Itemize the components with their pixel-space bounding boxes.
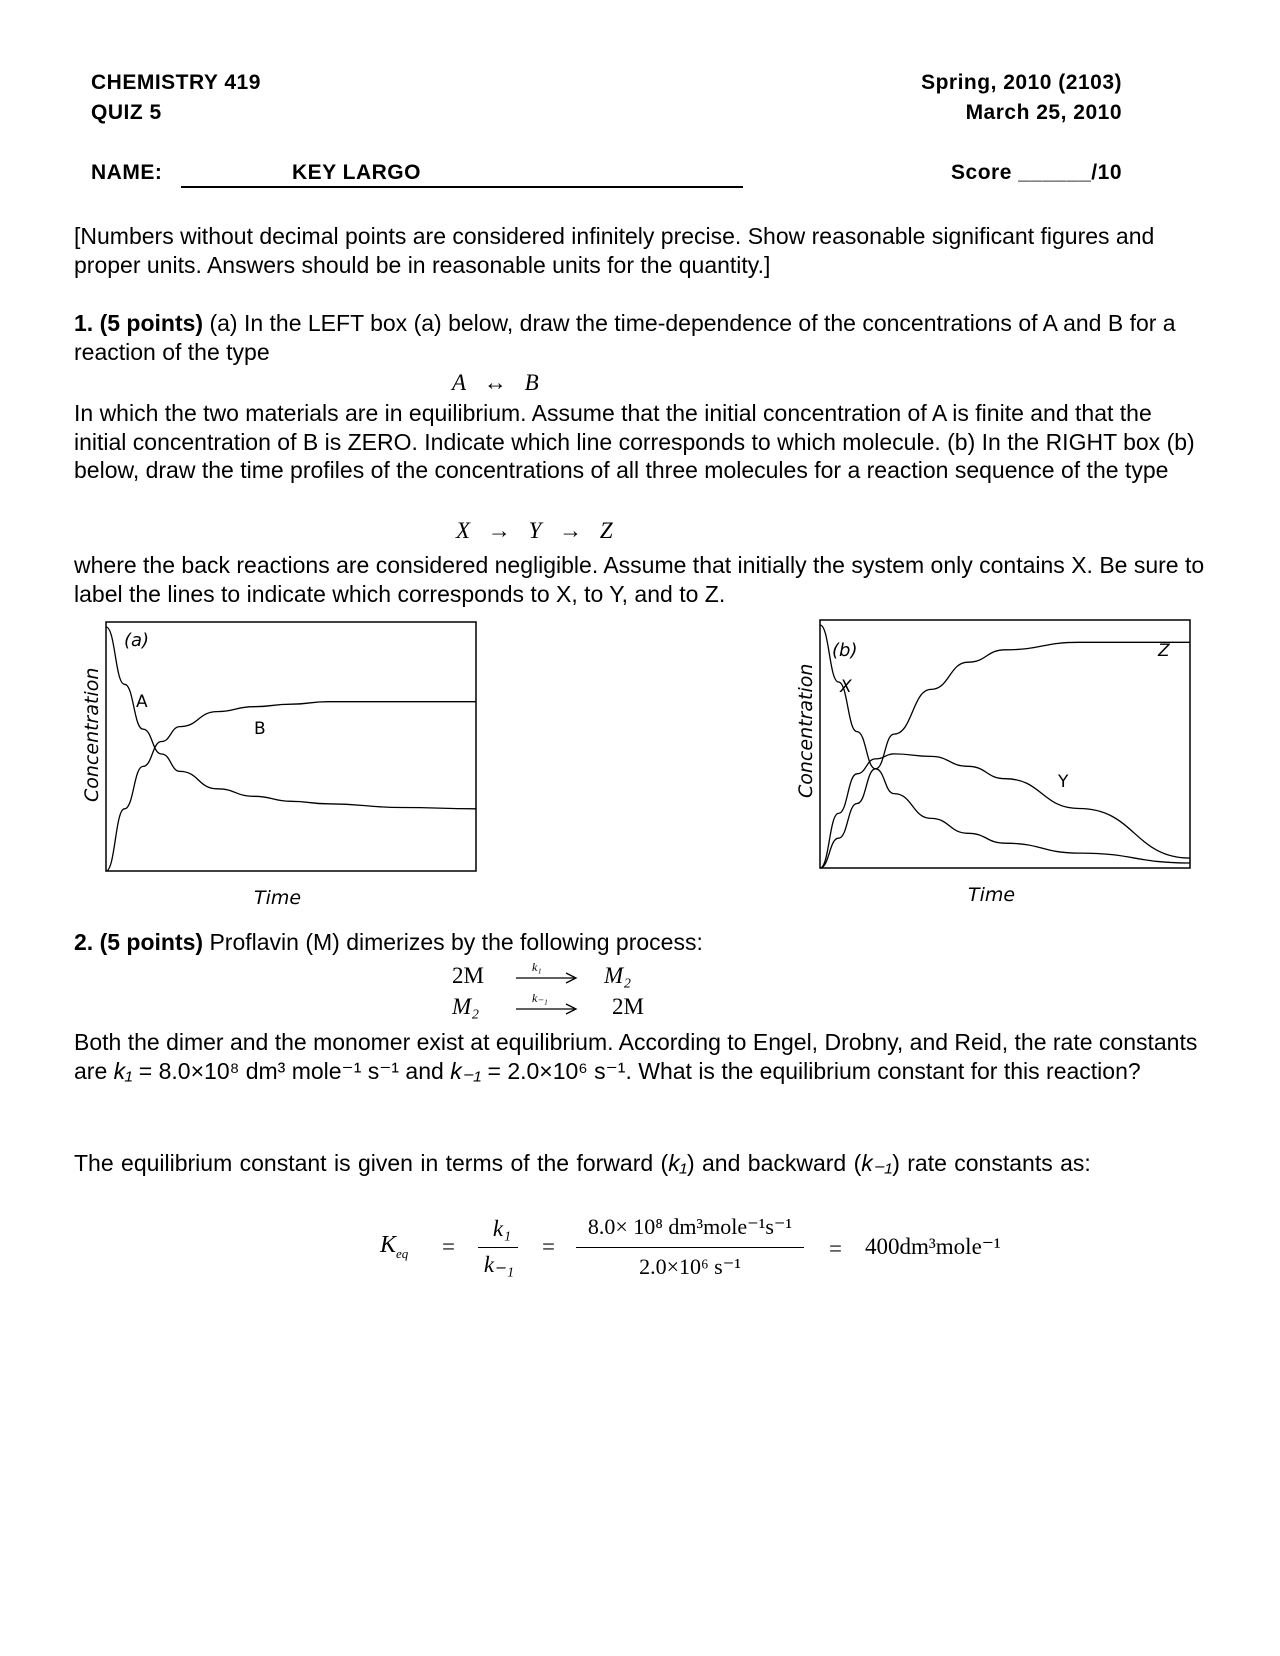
- equation-x-y-z: [456, 518, 756, 544]
- frac1-denominator: k₋₁: [483, 1252, 515, 1277]
- name-value: KEY LARGO: [292, 161, 421, 184]
- q2-points: 2. (5 points): [74, 929, 204, 955]
- q2-body: [74, 1028, 1206, 1085]
- q2-body-2: What is the equilibrium constant for this reaction?: [631, 1057, 1141, 1084]
- double-arrow-icon: ↔: [483, 370, 507, 395]
- answer-intro-2: ) and backward (: [686, 1150, 862, 1176]
- semester-label: Spring, 2010 (2103): [921, 71, 1122, 94]
- frac2-denominator: 2.0×10⁶ s⁻¹: [639, 1254, 741, 1279]
- chart-b-series-y: [820, 754, 1190, 868]
- chart-b-title: (b): [832, 640, 858, 661]
- q2-k1-symbol: k₁: [113, 1057, 133, 1084]
- q2-km1-value: = 2.0×10⁶ s⁻¹.: [481, 1057, 632, 1084]
- q2-body-1: Both the dimer and the monomer exist at equilibrium. According to Engel, Drobny, and Reid, the rate constants are: [74, 1029, 1198, 1084]
- q1-prompt-c: where the back reactions are considered negligible. Assume that initially the system only contains X. Be sure to label the lines to indicate which corresponds to X, to Y, and to Z.: [74, 552, 1205, 607]
- chart-b-label-x: X: [840, 677, 852, 697]
- q2-km1-symbol: k₋₁: [450, 1057, 482, 1084]
- reaction1-k: k₁: [532, 960, 542, 974]
- chart-a-series-b: [106, 702, 476, 871]
- right-arrow-icon: [514, 968, 582, 988]
- quiz-title: QUIZ 5: [91, 101, 162, 124]
- chart-b: [788, 612, 1198, 912]
- equation-a-b: [452, 370, 652, 396]
- eq2-y: Y: [528, 518, 542, 543]
- chart-b-frame: [820, 620, 1190, 868]
- chart-b-label-z: Z: [1158, 641, 1170, 661]
- eq1-right: B: [524, 370, 539, 395]
- answer-intro-3: ) rate constants as:: [892, 1150, 1091, 1176]
- q1-text-a: (a) In the LEFT box (a) below, draw the time-dependence of the concentrations of A and B for a reaction of the type: [74, 310, 1176, 365]
- keq-sub: eq: [396, 1245, 409, 1261]
- equals-2: =: [542, 1234, 555, 1259]
- eq2-z: Z: [599, 518, 613, 543]
- equals-1: =: [442, 1234, 455, 1259]
- q2-and: and: [399, 1057, 451, 1084]
- reaction2-right: 2M: [612, 994, 644, 1019]
- course-title: CHEMISTRY 419: [91, 71, 261, 94]
- keq-symbol: [380, 1232, 408, 1259]
- frac2-numerator: 8.0× 10⁸ dm³mole⁻¹s⁻¹: [587, 1214, 793, 1239]
- chart-b-xlabel: Time: [968, 884, 1016, 906]
- right-arrow-icon-2: [514, 999, 582, 1019]
- chart-b-ylabel: Concentration: [795, 663, 817, 798]
- keq-result: 400dm³mole⁻¹: [865, 1234, 1001, 1259]
- reaction1-right: M₂: [604, 963, 632, 988]
- instructions: [Numbers without decimal points are considered infinitely precise. Show reasonable significant figures and proper units. Answers should be in reasonable units for the quantity.]: [74, 223, 1155, 278]
- chart-a-frame: [106, 622, 476, 871]
- chart-a-ylabel: Concentration: [81, 667, 103, 802]
- q2-prompt: [74, 928, 1206, 957]
- chart-a-xlabel: Time: [254, 887, 302, 909]
- frac1-numerator: k₁: [492, 1216, 512, 1241]
- reaction2-arrow: [514, 991, 582, 1019]
- frac1-bar: [478, 1247, 518, 1248]
- chart-a-title: (a): [124, 630, 150, 651]
- reaction2-k: k₋₁: [532, 991, 548, 1005]
- chart-a-label-b: B: [254, 719, 266, 739]
- chart-a: [74, 612, 484, 912]
- name-label: NAME:: [91, 161, 163, 184]
- arrow-icon-1: →: [487, 518, 511, 543]
- chart-b-label-y: Y: [1058, 772, 1069, 792]
- score-field: Score ______/10: [951, 161, 1122, 184]
- name-underline: [181, 186, 743, 188]
- chart-a-label-a: A: [136, 692, 148, 712]
- answer-km1: k₋₁: [861, 1150, 893, 1176]
- q1-prompt-b: In which the two materials are in equilibrium. Assume that the initial concentration of A is finite and that the initial concentration of B is ZERO. Indicate which line corresponds to which molecule. (b) In the RIGHT box (b) below, draw the time profiles of the concentrations of all three molecules for a reaction sequence of the type: [74, 400, 1195, 483]
- answer-intro-1: The equilibrium constant is given in terms of the forward (: [74, 1150, 669, 1176]
- eq2-x: X: [456, 518, 471, 543]
- reaction1-arrow: [514, 960, 582, 988]
- answer-intro: [74, 1149, 1206, 1178]
- frac2-bar: [576, 1247, 804, 1248]
- equals-3: =: [829, 1236, 842, 1261]
- q2-k1-value: = 8.0×10⁸ dm³ mole⁻¹ s⁻¹: [132, 1057, 400, 1084]
- reaction1-left: 2M: [452, 963, 484, 988]
- quiz-date: March 25, 2010: [965, 101, 1122, 124]
- arrow-icon-2: →: [559, 518, 583, 543]
- reaction2-left: M₂: [452, 994, 480, 1019]
- keq-k: K: [380, 1232, 397, 1258]
- q1-prompt-a: [74, 309, 1206, 366]
- chart-b-series-x: [820, 625, 1190, 863]
- q1-points: 1. (5 points): [74, 310, 204, 336]
- q2-intro: Proflavin (M) dimerizes by the following process:: [203, 929, 703, 955]
- chart-a-series-a: [106, 627, 476, 809]
- answer-k1: k₁: [668, 1150, 687, 1176]
- eq1-left: A: [452, 370, 467, 395]
